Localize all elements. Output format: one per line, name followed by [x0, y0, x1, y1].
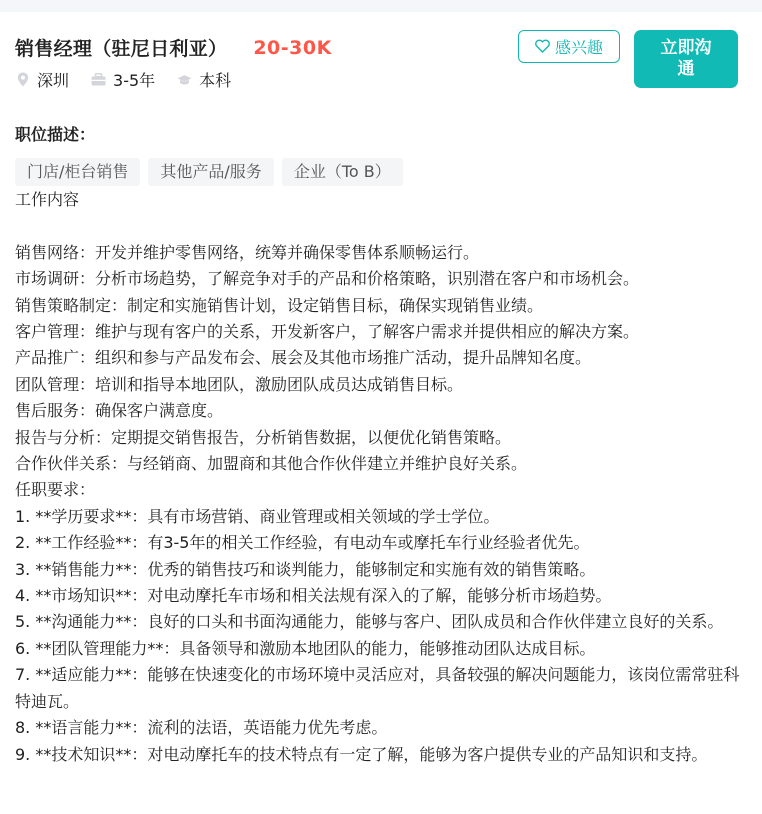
job-detail-card [0, 12, 762, 814]
description-line: 8. **语言能力**：流利的法语，英语能力优先考虑。 [15, 718, 388, 738]
description-line: 2. **工作经验**：有3-5年的相关工作经验，有电动车或摩托车行业经验者优先。 [15, 533, 590, 553]
description-line: 工作内容 [15, 190, 80, 209]
job-description-body [15, 187, 740, 768]
description-line: 销售策略制定：制定和实施销售计划，设定销售目标，确保实现销售业绩。 [15, 295, 544, 315]
education-text: 本科 [199, 71, 232, 90]
interest-button-label: 感兴趣 [554, 38, 603, 57]
meta-location [15, 68, 69, 91]
job-tag: 企业（To B） [282, 158, 403, 186]
job-meta-row [15, 68, 253, 91]
description-line: 1. **学历要求**：具有市场营销、商业管理或相关领域的学士学位。 [15, 506, 500, 526]
description-line: 客户管理：维护与现有客户的关系，开发新客户，了解客户需求并提供相应的解决方案。 [15, 322, 640, 342]
experience-text: 3-5年 [113, 71, 156, 90]
chat-now-button[interactable] [634, 30, 738, 88]
description-line: 5. **沟通能力**：良好的口头和书面沟通能力，能够与客户、团队成员和合作伙伴建立良好的关系。 [15, 612, 724, 632]
description-line: 产品推广：组织和参与产品发布会、展会及其他市场推广活动，提升品牌知名度。 [15, 348, 592, 368]
job-title: 销售经理（驻尼日利亚） [15, 38, 228, 60]
interest-button[interactable] [518, 30, 620, 63]
chat-now-button-label: 立即沟通 [660, 38, 712, 79]
location-text: 深圳 [37, 71, 70, 90]
title-row [15, 34, 332, 61]
description-line: 报告与分析：定期提交销售报告，分析销售数据，以便优化销售策略。 [15, 427, 512, 447]
job-tag: 其他产品/服务 [148, 158, 273, 186]
description-line: 3. **销售能力**：优秀的销售技巧和谈判能力，能够制定和实施有效的销售策略。 [15, 559, 596, 579]
description-line: 团队管理：培训和指导本地团队，激励团队成员达成销售目标。 [15, 374, 464, 394]
top-background-strip [0, 0, 762, 12]
meta-experience [91, 68, 155, 91]
salary-range: 20-30K [253, 36, 332, 59]
job-tag: 门店/柜台销售 [15, 158, 140, 186]
description-line: 4. **市场知识**：对电动摩托车市场和相关法规有深入的了解，能够分析市场趋势。 [15, 586, 612, 606]
description-line [15, 213, 740, 239]
location-pin-icon [15, 72, 30, 88]
description-line: 任职要求： [15, 480, 96, 500]
description-line: 7. **适应能力**：能够在快速变化的市场环境中灵活应对，具备较强的解决问题能力，该岗位需常驻科特迪瓦。 [15, 665, 740, 711]
briefcase-icon [91, 72, 106, 88]
section-title-job-description: 职位描述： [15, 125, 96, 144]
description-line: 9. **技术知识**：对电动摩托车的技术特点有一定了解，能够为客户提供专业的产品知识和支持。 [15, 744, 708, 764]
description-line: 合作伙伴关系：与经销商、加盟商和其他合作伙伴建立并维护良好关系。 [15, 454, 528, 474]
description-line: 市场调研：分析市场趋势，了解竞争对手的产品和价格策略，识别潜在客户和市场机会。 [15, 269, 640, 289]
meta-education [177, 68, 231, 91]
graduation-cap-icon [177, 72, 192, 88]
description-line: 售后服务：确保客户满意度。 [15, 401, 224, 421]
description-line: 6. **团队管理能力**：具备领导和激励本地团队的能力，能够推动团队达成目标。 [15, 638, 596, 658]
heart-icon [535, 39, 550, 54]
description-line: 销售网络：开发并维护零售网络，统筹并确保零售体系顺畅运行。 [15, 242, 480, 262]
job-tags [15, 158, 411, 186]
